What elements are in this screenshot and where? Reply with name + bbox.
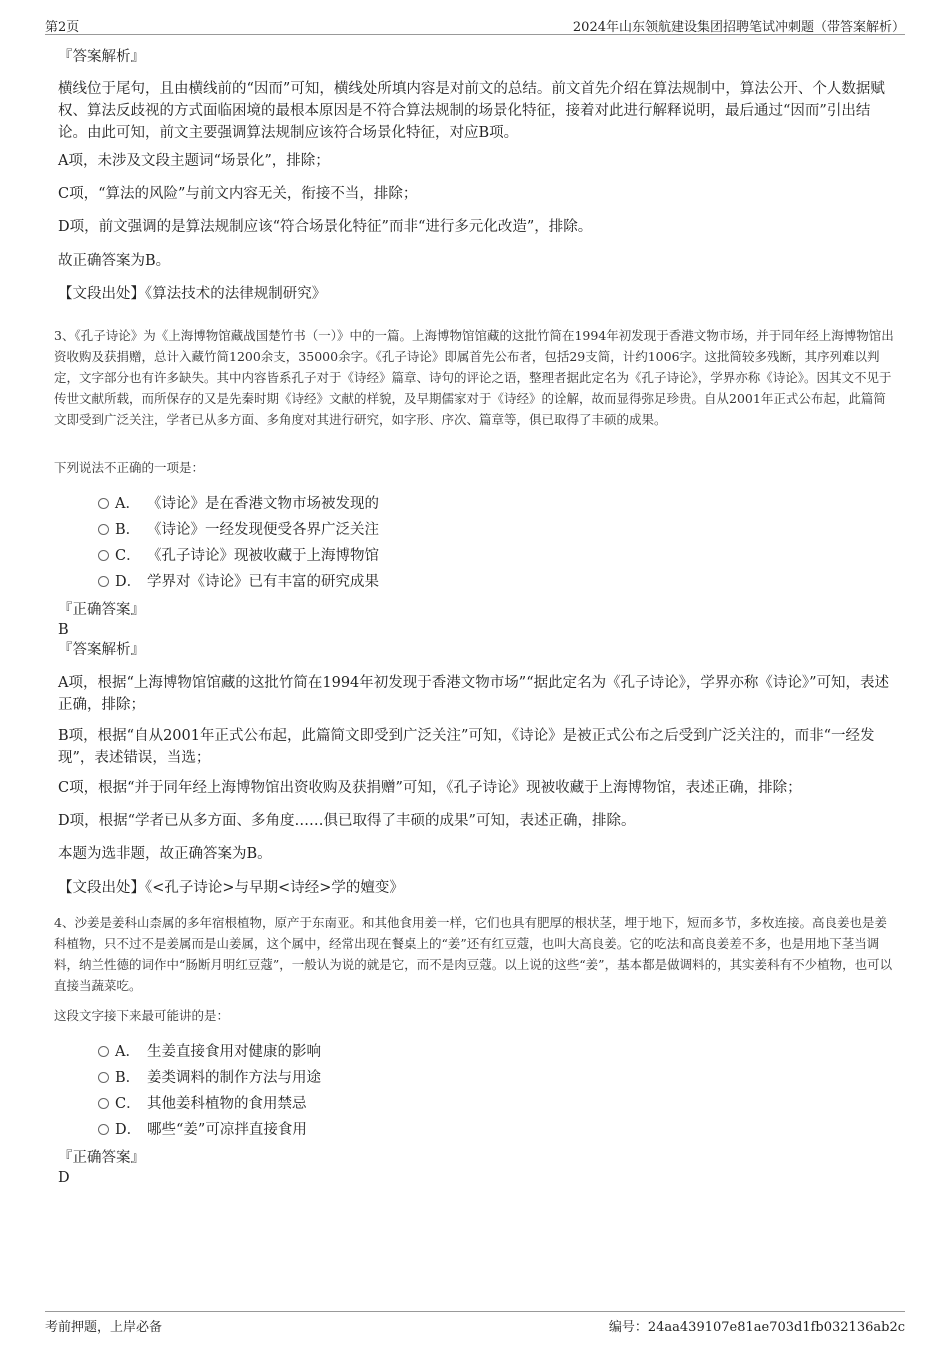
q4-answer: D: [58, 1170, 70, 1186]
q3-option-d-analysis: D项，根据“学者已从多方面、多角度……俱已取得了丰硕的成果”可知，表述正确，排除。: [58, 813, 636, 829]
q4-stem: 4、沙姜是姜科山柰属的多年宿根植物，原产于东南亚。和其他食用姜一样，它们也具有肥厚的根状茎，埋于地下，短而多节，多枚连接。高良姜也是姜科植物，只不过不是姜属而是山姜属，这个属中，经常出现在餐桌上的“姜”还有红豆蔻，也叫大高良姜。它的吃法和高良姜差不多，也是用地下茎当调料，纳兰性德的词作中“肠断月明红豆蔻”，一般认为说的就是它，而不是肉豆蔻。以上说的这些“姜”，基本都是做调料的，其实姜科有不少植物，也可以直接当蔬菜吃。: [54, 915, 893, 993]
q3-analysis-title: 『答案解析』: [58, 642, 145, 658]
footer-slogan: 考前押题，上岸必备: [45, 1320, 163, 1335]
q3-option-b[interactable]: B． 《诗论》一经发现便受各界广泛关注: [98, 519, 379, 541]
q4-option-b[interactable]: B． 姜类调料的制作方法与用途: [98, 1067, 321, 1089]
radio-icon[interactable]: [98, 1046, 109, 1057]
q3-stem: 3、《孔子诗论》为《上海博物馆藏战国楚竹书（一）》中的一篇。上海博物馆馆藏的这批竹简在1994年初发现于香港文物市场，并于同年经上海博物馆出资收购及获捐赠，总计入藏竹简1200余支，35000余字。《孔子诗论》即属首先公布者，包括29支简，计约1006字。这批简较多残断，其序列难以判定，文字部分也有许多缺失。其中内容皆系孔子对于《诗经》篇章、诗句的评论之语，整理者据此定名为《孔子诗论》，学界亦称《诗论》。因其文不见于传世文献所载，而所保存的又是先秦时期《诗经》文献的样貌，及早期儒家对于《诗经》的诠解，故而显得弥足珍贵。自从2001年正式公布起，此篇简文即受到广泛关注，学者已从多方面、多角度对其进行研究，如字形、序次、篇章等，俱已取得了丰硕的成果。: [54, 328, 894, 427]
q3-option-d[interactable]: D． 学界对《诗论》已有丰富的研究成果: [98, 571, 379, 593]
radio-icon[interactable]: [98, 576, 109, 587]
q2-analysis-paragraph: 横线位于尾句，且由横线前的“因而”可知，横线处所填内容是对前文的总结。前文首先介绍在算法规制中，算法公开、个人数据赋权、算法反歧视的方式面临困境的最根本原因是不符合算法规制的场景化特征，接着对此进行解释说明，最后通过“因而”引出结论。由此可知，前文主要强调算法规制应该符合场景化特征，对应B项。: [58, 81, 885, 141]
q2-option-a-analysis: A项，未涉及文段主题词“场景化”，排除；: [58, 153, 330, 169]
radio-icon[interactable]: [98, 498, 109, 509]
q2-analysis-title: 『答案解析』: [58, 49, 145, 65]
q3-question: 下列说法不正确的一项是：: [54, 460, 205, 475]
q3-option-b-analysis: B项，根据“自从2001年正式公布起，此篇简文即受到广泛关注”可知，《诗论》是被正式公布之后受到广泛关注的，而非“一经发现”，表述错误，当选；: [58, 728, 875, 766]
q3-option-a[interactable]: A． 《诗论》是在香港文物市场被发现的: [98, 493, 379, 515]
q4-question: 这段文字接下来最可能讲的是：: [54, 1008, 230, 1023]
q4-option-a[interactable]: A． 生姜直接食用对健康的影响: [98, 1041, 321, 1063]
radio-icon[interactable]: [98, 550, 109, 561]
q4-option-d[interactable]: D． 哪些“姜”可凉拌直接食用: [98, 1119, 307, 1141]
q2-conclusion: 故正确答案为B。: [58, 253, 171, 269]
q4-answer-title: 『正确答案』: [58, 1150, 145, 1166]
q3-option-c-analysis: C项，根据“并于同年经上海博物馆出资收购及获捐赠”可知，《孔子诗论》现被收藏于上海博物馆，表述正确，排除；: [58, 780, 802, 796]
document-id: 编号：24aa439107e81ae703d1fb032136ab2c: [608, 1320, 905, 1335]
radio-icon[interactable]: [98, 1072, 109, 1083]
page-header: [45, 14, 905, 35]
radio-icon[interactable]: [98, 524, 109, 535]
q3-answer: B: [58, 622, 69, 638]
q2-source: 【文段出处】《算法技术的法律规制研究》: [58, 286, 327, 302]
q3-option-a-analysis: A项，根据“上海博物馆馆藏的这批竹简在1994年初发现于香港文物市场”“据此定名为《孔子诗论》，学界亦称《诗论》”可知，表述正确，排除；: [58, 675, 890, 713]
q4-option-c[interactable]: C． 其他姜科植物的食用禁忌: [98, 1093, 307, 1115]
radio-icon[interactable]: [98, 1098, 109, 1109]
q2-option-d-analysis: D项，前文强调的是算法规制应该“符合场景化特征”而非“进行多元化改造”，排除。: [58, 219, 593, 235]
q3-answer-title: 『正确答案』: [58, 602, 145, 618]
page-footer: [45, 1311, 905, 1338]
q3-conclusion: 本题为选非题，故正确答案为B。: [58, 846, 272, 862]
q3-option-c[interactable]: C． 《孔子诗论》现被收藏于上海博物馆: [98, 545, 379, 567]
q2-option-c-analysis: C项，“算法的风险”与前文内容无关，衔接不当，排除；: [58, 186, 418, 202]
page-number: 第2页: [45, 20, 80, 35]
document-title: 2024年山东领航建设集团招聘笔试冲刺题（带答案解析）: [572, 20, 905, 35]
radio-icon[interactable]: [98, 1124, 109, 1135]
q3-source: 【文段出处】《<孔子诗论>与早期<诗经>学的嬗变》: [58, 880, 404, 896]
